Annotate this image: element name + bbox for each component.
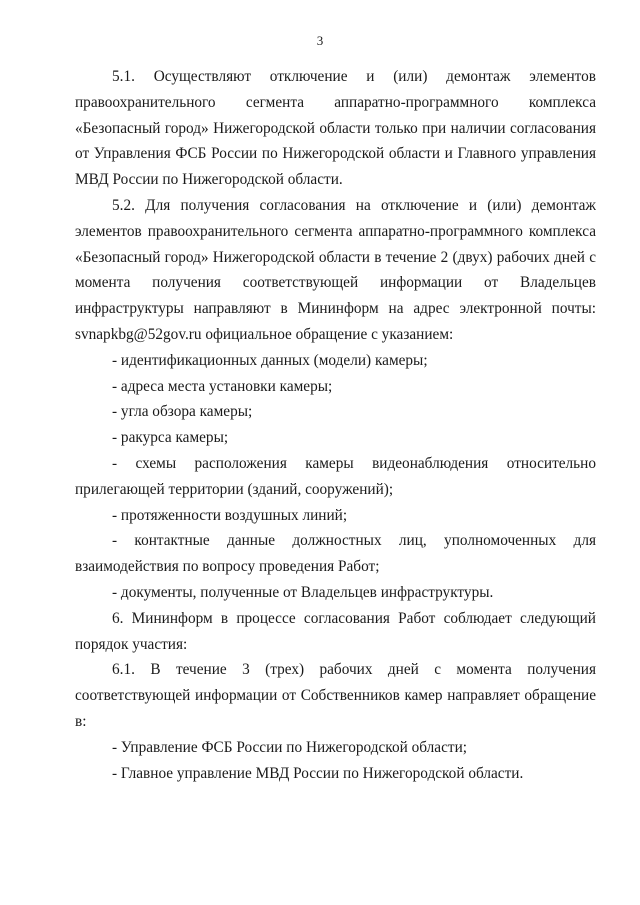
list-item-contact-details: - контактные данные должностных лиц, уполномоченных для взаимодействия по вопросу проведения Работ; — [75, 532, 596, 576]
paragraph-5-2: 5.2. Для получения согласования на отключение и (или) демонтаж элементов правоохранительного сегмента аппаратно-программного комплекса «Безопасный город» Нижегородской области в течение 2 (двух) рабочих дней с момента получения соответствующей информации от Владельцев инфраструктуры направляют в Мининформ на адрес электронной почты: svnapkbg@52gov.ru официальное обращение с указанием: — [75, 196, 596, 343]
list-item-mvd-directorate: - Главное управление МВД России по Нижегородской области. — [112, 764, 524, 782]
list-item-camera-layout-scheme: - схемы расположения камеры видеонаблюдения относительно прилегающей территории (зданий, сооружений); — [75, 454, 596, 498]
list-item-camera-address: - адреса места установки камеры; — [112, 377, 333, 395]
list-item-fsb-directorate: - Управление ФСБ России по Нижегородской области; — [112, 738, 468, 756]
document-body — [75, 64, 596, 786]
list-item-view-angle: - угла обзора камеры; — [112, 403, 253, 421]
paragraph-6-1: 6.1. В течение 3 (трех) рабочих дней с момента получения соответствующей информации от Собственников камер направляет обращение в: — [75, 661, 596, 730]
list-item-overhead-lines: - протяженности воздушных линий; — [112, 506, 348, 524]
page-number: 3 — [316, 33, 324, 48]
list-item-infrastructure-documents: - документы, полученные от Владельцев инфраструктуры. — [112, 583, 494, 601]
paragraph-6: 6. Мининформ в процессе согласования Работ соблюдает следующий порядок участия: — [75, 609, 596, 653]
paragraph-5-1: 5.1. Осуществляют отключение и (или) демонтаж элементов правоохранительного сегмента аппаратно-программного комплекса «Безопасный город» Нижегородской области только при наличии согласования от Управления ФСБ России по Нижегородской области и Главного управления МВД России по Нижегородской области. — [75, 68, 596, 189]
list-item-camera-id: - идентификационных данных (модели) камеры; — [112, 351, 428, 369]
list-item-camera-perspective: - ракурса камеры; — [112, 429, 229, 447]
